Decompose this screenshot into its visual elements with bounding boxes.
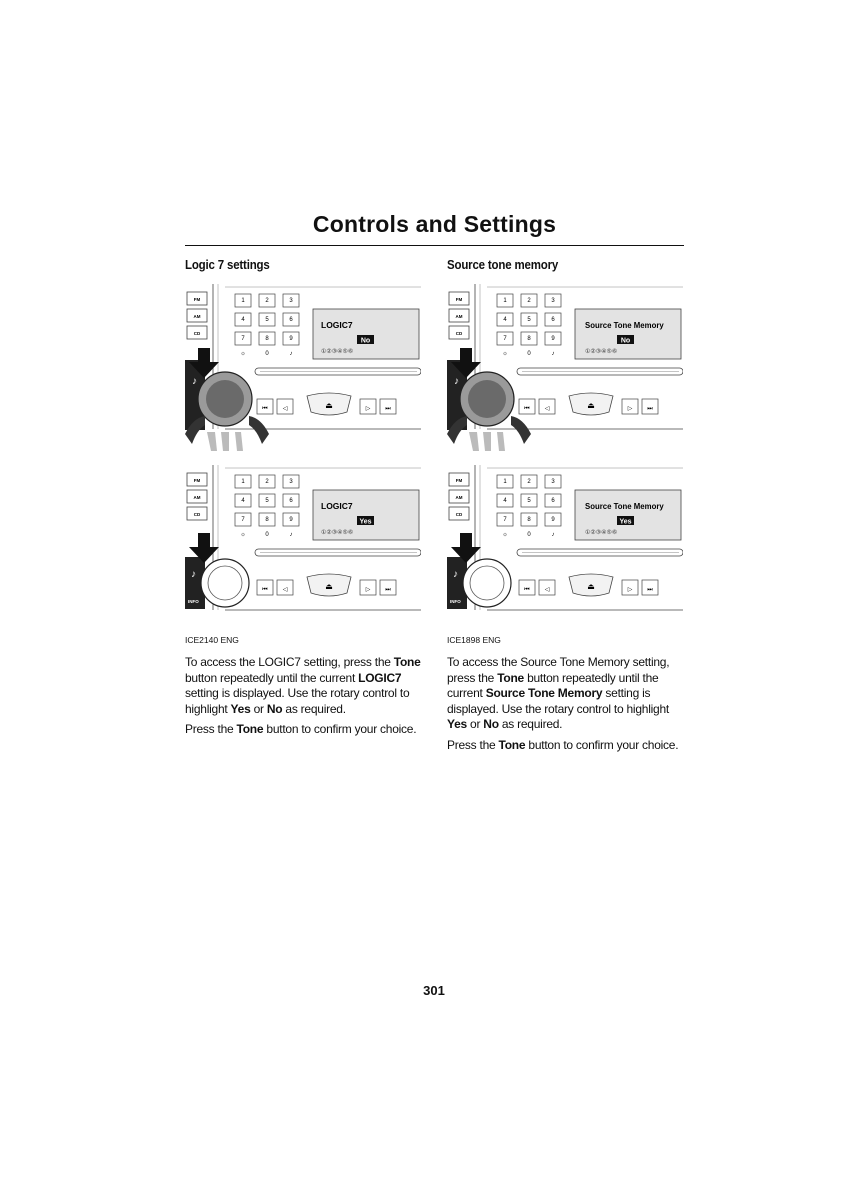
svg-text:4: 4 — [503, 498, 507, 504]
svg-text:AM: AM — [193, 314, 201, 319]
paragraph-stm-confirm: Press the Tone button to confirm your choice. — [447, 737, 679, 752]
radio-panel — [185, 465, 421, 610]
svg-text:9: 9 — [551, 517, 555, 523]
svg-text:⏏: ⏏ — [587, 401, 595, 410]
svg-text:▷: ▷ — [365, 406, 371, 412]
svg-text:♪: ♪ — [192, 376, 197, 387]
svg-text:FM: FM — [455, 297, 463, 302]
svg-text:◁: ◁ — [544, 587, 550, 593]
right-column — [447, 258, 683, 753]
svg-text:①②③④⑤⑥: ①②③④⑤⑥ — [321, 530, 354, 536]
svg-text:⏮: ⏮ — [524, 587, 530, 593]
figure-caption: ICE1898 ENG — [447, 635, 501, 645]
figure-caption: ICE2140 ENG — [185, 635, 239, 645]
svg-text:1: 1 — [241, 298, 245, 304]
svg-text:0: 0 — [265, 351, 269, 357]
svg-text:CD: CD — [455, 331, 463, 336]
left-column — [185, 258, 421, 738]
title-rule — [185, 245, 684, 246]
svg-text:♪: ♪ — [289, 532, 293, 538]
svg-text:♪: ♪ — [191, 569, 196, 580]
svg-text:3: 3 — [551, 298, 555, 304]
svg-text:Source Tone Memory: Source Tone Memory — [585, 502, 664, 511]
radio-figure-logic7-yes — [185, 465, 421, 632]
svg-text:⏭: ⏭ — [647, 406, 653, 412]
svg-text:Yes: Yes — [359, 518, 372, 526]
svg-text:◁: ◁ — [282, 587, 288, 593]
svg-text:AM: AM — [193, 495, 201, 500]
section-heading-source-tone-memory: Source tone memory — [447, 258, 559, 272]
svg-text:FM: FM — [193, 297, 201, 302]
svg-text:2: 2 — [527, 479, 531, 485]
radio-figure-logic7-no — [185, 284, 421, 451]
svg-text:Source Tone Memory: Source Tone Memory — [585, 321, 664, 330]
svg-text:3: 3 — [289, 298, 293, 304]
svg-text:5: 5 — [527, 498, 531, 504]
svg-text:⏮: ⏮ — [262, 587, 268, 593]
svg-text:2: 2 — [527, 298, 531, 304]
svg-text:⏭: ⏭ — [385, 406, 391, 412]
svg-text:7: 7 — [503, 517, 507, 523]
svg-text:8: 8 — [527, 336, 531, 342]
svg-text:①②③④⑤⑥: ①②③④⑤⑥ — [585, 530, 618, 536]
page-number: 301 — [423, 983, 445, 998]
svg-text:▷: ▷ — [627, 587, 633, 593]
svg-text:AM: AM — [455, 314, 463, 319]
svg-text:♪: ♪ — [551, 351, 555, 357]
svg-text:6: 6 — [289, 317, 293, 323]
svg-text:5: 5 — [265, 317, 269, 323]
svg-text:7: 7 — [503, 336, 507, 342]
svg-text:▷: ▷ — [627, 406, 633, 412]
paragraph-logic7-confirm: Press the Tone button to confirm your choice. — [185, 722, 417, 736]
svg-text:⏏: ⏏ — [587, 582, 595, 591]
svg-text:8: 8 — [265, 336, 269, 342]
svg-text:⏮: ⏮ — [262, 406, 268, 412]
svg-text:CD: CD — [193, 331, 201, 336]
svg-text:6: 6 — [289, 498, 293, 504]
svg-text:♪: ♪ — [289, 351, 293, 357]
radio-panel — [447, 284, 683, 451]
svg-text:①②③④⑤⑥: ①②③④⑤⑥ — [585, 349, 618, 355]
svg-text:3: 3 — [551, 479, 555, 485]
radio-figure-stm-yes — [447, 465, 683, 632]
svg-text:3: 3 — [289, 479, 293, 485]
paragraph-stm-instructions: To access the Source Tone Memory setting, press the Tone button repeatedly until the current Source Tone Memory setting is displayed. Use the rotary control to highlight Yes or No as required. — [447, 655, 670, 731]
svg-text:0: 0 — [527, 351, 531, 357]
svg-text:8: 8 — [265, 517, 269, 523]
radio-panel — [185, 284, 421, 451]
section-heading-logic7: Logic 7 settings — [185, 258, 270, 272]
radio-panel — [447, 465, 683, 610]
radio-figure-stm-no — [447, 284, 683, 451]
svg-text:4: 4 — [241, 317, 245, 323]
svg-text:8: 8 — [527, 517, 531, 523]
page-title: Controls and Settings — [312, 211, 557, 237]
svg-text:⏮: ⏮ — [524, 406, 530, 412]
svg-text:5: 5 — [527, 317, 531, 323]
svg-text:1: 1 — [503, 479, 507, 485]
svg-text:5: 5 — [265, 498, 269, 504]
svg-text:0: 0 — [265, 532, 269, 538]
svg-text:Yes: Yes — [619, 518, 632, 526]
svg-text:INFO: INFO — [450, 599, 461, 604]
svg-text:1: 1 — [241, 479, 245, 485]
svg-text:4: 4 — [503, 317, 507, 323]
svg-text:♪: ♪ — [453, 569, 458, 580]
svg-text:①②③④⑤⑥: ①②③④⑤⑥ — [321, 349, 354, 355]
svg-text:6: 6 — [551, 498, 555, 504]
svg-text:9: 9 — [289, 336, 293, 342]
svg-text:⏏: ⏏ — [325, 582, 333, 591]
svg-text:♪: ♪ — [551, 532, 555, 538]
svg-text:FM: FM — [455, 478, 463, 483]
svg-text:☼: ☼ — [502, 351, 508, 357]
svg-text:INFO: INFO — [188, 599, 199, 604]
svg-text:6: 6 — [551, 317, 555, 323]
paragraph-logic7-instructions: To access the LOGIC7 setting, press the Tone button repeatedly until the current LOGIC7 setting is displayed. Use the rotary control to highlight Yes or No as required. — [185, 655, 421, 716]
svg-text:No: No — [360, 337, 371, 345]
svg-text:7: 7 — [241, 336, 245, 342]
svg-text:No: No — [620, 337, 631, 345]
svg-text:◁: ◁ — [282, 406, 288, 412]
svg-text:⏭: ⏭ — [647, 587, 653, 593]
svg-text:⏏: ⏏ — [325, 401, 333, 410]
svg-text:2: 2 — [265, 298, 269, 304]
svg-text:7: 7 — [241, 517, 245, 523]
svg-text:2: 2 — [265, 479, 269, 485]
svg-text:AM: AM — [455, 495, 463, 500]
svg-text:FM: FM — [193, 478, 201, 483]
svg-text:▷: ▷ — [365, 587, 371, 593]
svg-text:☼: ☼ — [240, 532, 246, 538]
svg-text:☼: ☼ — [240, 351, 246, 357]
svg-text:CD: CD — [455, 512, 463, 517]
svg-text:9: 9 — [551, 336, 555, 342]
svg-text:CD: CD — [193, 512, 201, 517]
svg-text:1: 1 — [503, 298, 507, 304]
svg-text:9: 9 — [289, 517, 293, 523]
svg-text:♪: ♪ — [454, 376, 459, 387]
svg-text:LOGIC7: LOGIC7 — [321, 501, 353, 511]
svg-text:◁: ◁ — [544, 406, 550, 412]
svg-text:4: 4 — [241, 498, 245, 504]
svg-text:⏭: ⏭ — [385, 587, 391, 593]
svg-text:☼: ☼ — [502, 532, 508, 538]
svg-text:LOGIC7: LOGIC7 — [321, 320, 353, 330]
svg-text:0: 0 — [527, 532, 531, 538]
